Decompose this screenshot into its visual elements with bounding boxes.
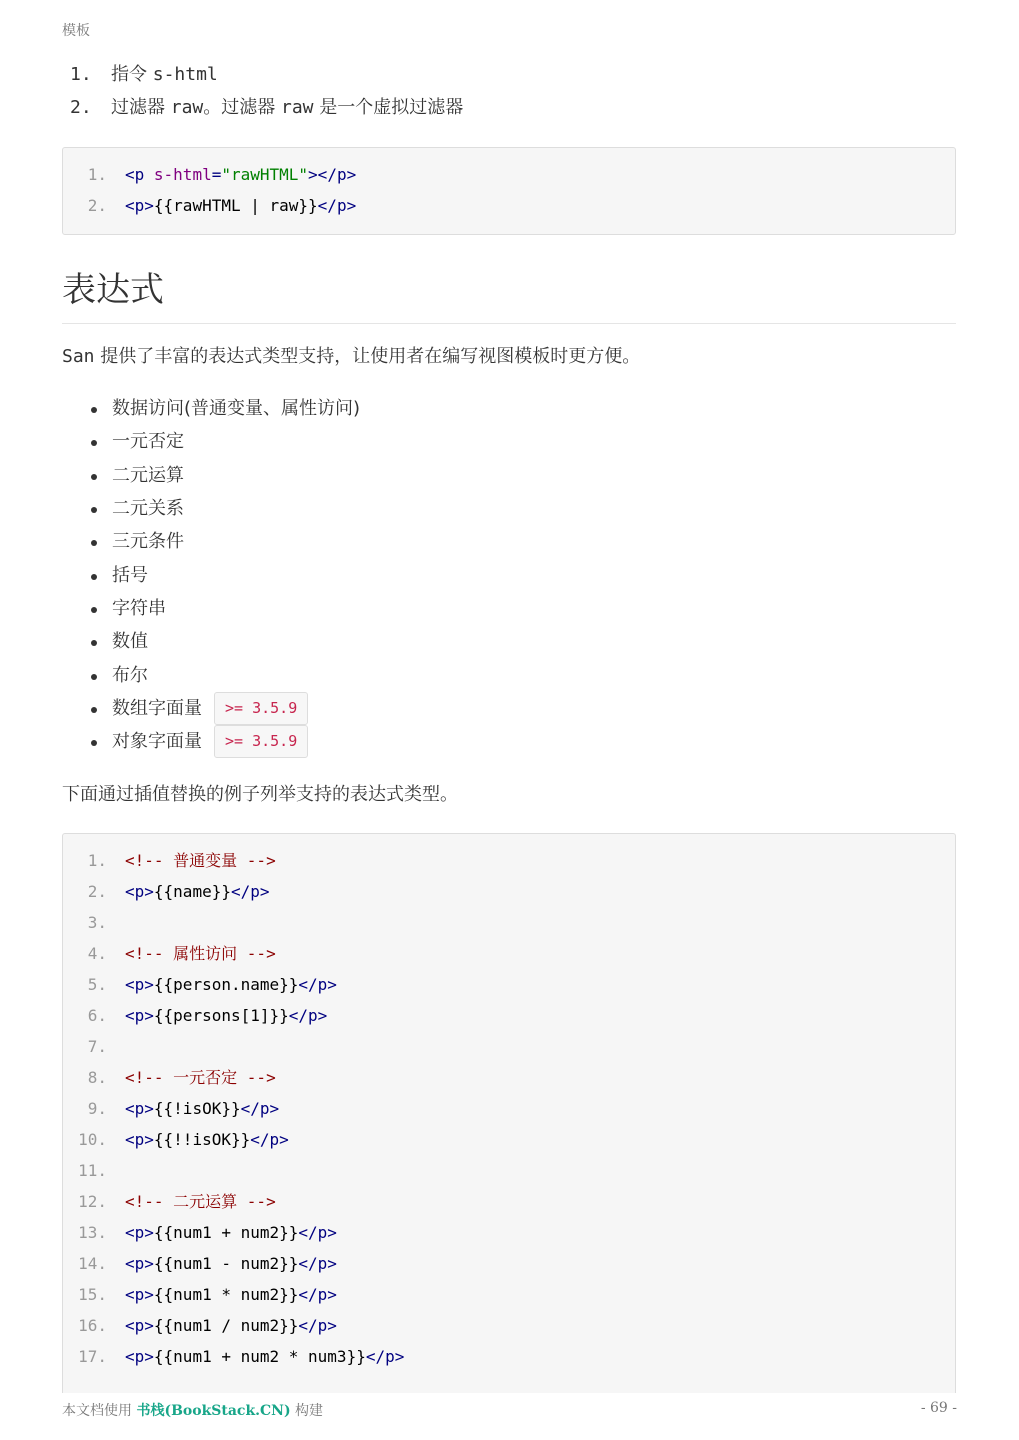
bullet-icon (62, 725, 112, 758)
line-code: <!-- 一元否定 --> (125, 1068, 276, 1087)
code-line (63, 1341, 955, 1372)
list-item: 字符串 (62, 592, 360, 625)
line-number: 10. (78, 1130, 107, 1149)
code-line (63, 907, 955, 938)
list-item: 数组字面量 >= 3.5.9 (62, 692, 360, 725)
line-code: <p>{{name}}</p> (125, 882, 270, 901)
line-code: <p>{{rawHTML | raw}}</p> (125, 196, 357, 215)
list-item: 数据访问(普通变量、属性访问) (62, 392, 360, 425)
code-line (63, 1093, 955, 1124)
bookstack-link[interactable]: 书栈(BookStack.CN) (136, 1403, 291, 1419)
list-text: 过滤器 raw。过滤器 raw 是一个虚拟过滤器 (111, 97, 464, 118)
line-code: <p>{{num1 + num2}}</p> (125, 1223, 337, 1242)
bullet-icon (62, 525, 112, 558)
bullet-icon (62, 625, 112, 658)
version-badge: >= 3.5.9 (214, 725, 308, 758)
page-number: - 69 - (920, 1400, 957, 1416)
line-code: <!-- 二元运算 --> (125, 1192, 276, 1211)
line-code: <p>{{!!isOK}}</p> (125, 1130, 289, 1149)
line-number: 9. (87, 1099, 107, 1118)
code-line (63, 1248, 955, 1279)
list-text: 指令 s-html (111, 64, 218, 85)
list-item: 布尔 (62, 658, 360, 691)
line-code: <p>{{!isOK}}</p> (125, 1099, 280, 1118)
line-code: <p>{{num1 * num2}}</p> (125, 1285, 337, 1304)
bullet-icon (62, 392, 112, 425)
page-header: 模板 (62, 23, 90, 39)
line-number: 2. (87, 882, 107, 901)
list-item: 三元条件 (62, 525, 360, 558)
bullet-icon (62, 559, 112, 592)
bullet-icon (62, 659, 112, 692)
code-block-expressions (62, 833, 956, 1393)
section-heading: 表达式 (62, 262, 956, 324)
line-code: <p>{{num1 - num2}}</p> (125, 1254, 337, 1273)
footer-credit: 本文档使用 书栈(BookStack.CN) 构建 (62, 1403, 324, 1419)
code-line (63, 1279, 955, 1310)
code-line (63, 845, 955, 876)
line-code: <p>{{num1 + num2 * num3}}</p> (125, 1347, 405, 1366)
version-badge: >= 3.5.9 (214, 692, 308, 725)
code-line (63, 938, 955, 969)
line-code: <p>{{person.name}}</p> (125, 975, 337, 994)
code-line (63, 1124, 955, 1155)
line-code: <!-- 普通变量 --> (125, 851, 276, 870)
code-line (63, 1000, 955, 1031)
code-line (63, 1310, 955, 1341)
line-code: <p>{{persons[1]}}</p> (125, 1006, 328, 1025)
list-item: 数值 (62, 625, 360, 658)
list-item (62, 60, 463, 93)
line-number: 12. (78, 1192, 107, 1211)
line-number: 1. (87, 851, 107, 870)
line-number: 2. (87, 196, 107, 215)
line-code: <p s-html="rawHTML"></p> (125, 165, 357, 184)
list-item: 二元运算 (62, 459, 360, 492)
line-number: 14. (78, 1254, 107, 1273)
code-line (63, 190, 955, 221)
list-item: 一元否定 (62, 425, 360, 458)
bullet-icon (62, 692, 112, 725)
code-line (63, 159, 955, 190)
top-ordered-list (62, 60, 463, 126)
line-number: 17. (78, 1347, 107, 1366)
line-number: 8. (87, 1068, 107, 1087)
list-item: 括号 (62, 558, 360, 591)
list-item: 二元关系 (62, 492, 360, 525)
list-number: 1. (70, 64, 92, 85)
bullet-icon (62, 492, 112, 525)
line-number: 4. (87, 944, 107, 963)
code-line (63, 1217, 955, 1248)
bullet-icon (62, 425, 112, 458)
line-number: 15. (78, 1285, 107, 1304)
list-item (62, 93, 463, 126)
code-line (63, 1186, 955, 1217)
line-number: 13. (78, 1223, 107, 1242)
examples-paragraph: 下面通过插值替换的例子列举支持的表达式类型。 (62, 784, 458, 805)
line-number: 11. (78, 1161, 107, 1180)
intro-paragraph: San 提供了丰富的表达式类型支持，让使用者在编写视图模板时更方便。 (62, 346, 641, 367)
list-number: 2. (70, 97, 92, 118)
line-number: 5. (87, 975, 107, 994)
line-number: 1. (87, 165, 107, 184)
code-line (63, 1031, 955, 1062)
list-item: 对象字面量 >= 3.5.9 (62, 725, 360, 758)
line-number: 7. (87, 1037, 107, 1056)
line-number: 3. (87, 913, 107, 932)
bullet-icon (62, 592, 112, 625)
line-number: 16. (78, 1316, 107, 1335)
code-line (63, 1155, 955, 1186)
line-number: 6. (87, 1006, 107, 1025)
code-line (63, 969, 955, 1000)
code-line (63, 876, 955, 907)
line-code: <!-- 属性访问 --> (125, 944, 276, 963)
feature-list (62, 392, 360, 758)
line-code: <p>{{num1 / num2}}</p> (125, 1316, 337, 1335)
bullet-icon (62, 459, 112, 492)
code-block-raw-html (62, 147, 956, 235)
code-line (63, 1062, 955, 1093)
